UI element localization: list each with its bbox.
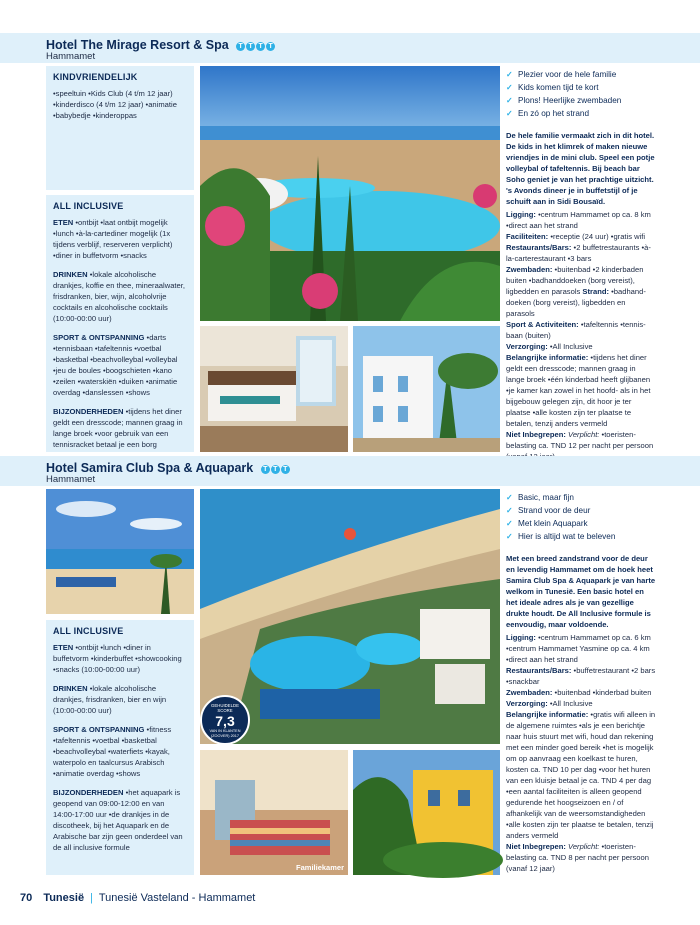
ai-section-eten: ETEN •ontbijt •laat ontbijt mogelijk •lunch •à-la-cartediner mogelijk (1x tijdens verblijf, reserveren verplicht) •diner in buffetvorm •snacks <box>53 218 173 260</box>
rating-t-icon: T <box>261 465 270 474</box>
checkmark-icon: ✓ <box>506 532 513 541</box>
rating-t-icon: T <box>281 465 290 474</box>
ai-section-drinken: DRINKEN •lokale alcoholische drankjes, koffie en thee, mineraalwater, frisdranken, bier, wijn, alcoholvrije cocktails en alcoholische cocktails (10:00-00:00 uur) <box>53 270 185 323</box>
hotel2-intro: Met een breed zandstrand voor de deur en levendig Hammamet om de hoek heet Samira Club Spa & Aquapark je van harte welkom in Tunesië. Een basic hotel en het ideale adres als je van gezellige drukte houdt. De All Inclusive formule is eenvoudig, maar voldoende. <box>506 554 656 629</box>
kids-box-text: •speeltuin •Kids Club (4 t/m 12 jaar) •kinderdisco (4 t/m 12 jaar) •animatie •babybedje •kinderoppas <box>53 89 177 120</box>
hotel2-description <box>506 491 656 876</box>
hotel1-name: Hotel The Mirage Resort & Spa T T T T <box>46 38 275 52</box>
hotel2-room-photo <box>200 750 348 875</box>
page-number: 70 <box>20 892 33 904</box>
fact-belangrijk: Belangrijke informatie: •tijdens het diner geldt een dresscode; mannen graag in lange broek •één kinderbad heeft glijbanen •je kamer kan zowel in het hoofd- als in het bijgebouw gelegen zijn, dit hoor je ter plaatse •alle kosten zijn ter plaatse te betalen, tenzij anders vermeld <box>506 353 651 428</box>
hotel1-pool-photo <box>200 66 500 321</box>
ai-section-bijzonderheden: BIJZONDERHEDEN •tijdens het diner geldt een dresscode; mannen graag in lange broek •voor gebruik van een tennisracket betaal je een borg <box>53 407 183 449</box>
rating-t-icon: T <box>256 42 265 51</box>
ai-section-drinken: DRINKEN •lokale alcoholische drankjes, frisdranken, bier en wijn (10:00-00:00 uur) <box>53 684 167 715</box>
fact-faciliteiten: Faciliteiten: •receptie (24 uur) •gratis wifi <box>506 232 646 241</box>
ai-section-eten: ETEN •ontbijt •lunch •diner in buffetvorm •kinderbuffet •showcooking •snacks (10:00-00:00 uur) <box>53 643 182 674</box>
hotel1-rating-icons <box>236 42 275 51</box>
footer-separator: | <box>90 892 93 904</box>
checklist-item: ✓ Strand voor de deur <box>506 506 591 515</box>
fact-ligging: Ligging: •centrum Hammamet op ca. 8 km •direct aan het strand <box>506 210 651 230</box>
checklist-item: ✓ Plons! Heerlijke zwembaden <box>506 96 622 105</box>
hotel1-all-inclusive-box <box>46 195 194 452</box>
fact-restaurants: Restaurants/Bars: •buffetrestaurant •2 bars •snackbar <box>506 666 656 686</box>
hotel2-checklist <box>506 491 656 543</box>
checkmark-icon: ✓ <box>506 109 513 118</box>
kids-box-title: KINDVRIENDELIJK <box>53 72 138 82</box>
footer-region: Tunesië Vasteland - Hammamet <box>98 892 256 904</box>
fact-ligging: Ligging: •centrum Hammamet op ca. 6 km •centrum Hammamet Yasmine op ca. 4 km •direct aan het strand <box>506 633 651 664</box>
rating-t-icon: T <box>266 42 275 51</box>
checklist-item: ✓ Basic, maar fijn <box>506 493 574 502</box>
hotel1-intro: De hele familie vermaakt zich in dit hotel. De kids in het klimrek of maken nieuwe vriendjes in de mini club. Speel een potje volleybal of tafeltennis. Bij beach bar Soho geniet je van het prachtige uitzicht. 's Avonds dineer je in buffetstijl of je schuift aan in Sidi Bousaïd. <box>506 131 655 206</box>
ai-section-bijzonderheden: BIJZONDERHEDEN •het aquapark is geopend van 09:00-12:00 en van 14:00-17:00 uur •de drankjes in de discotheek, bij het Aquapark en de Arabische bar zijn geen onderdeel van de all inclusive formule <box>53 788 183 852</box>
hotel1-city: Hammamet <box>46 51 96 62</box>
fact-verzorging: Verzorging: •All Inclusive <box>506 699 593 708</box>
hotel2-all-inclusive-box <box>46 620 194 875</box>
rating-t-icon: T <box>271 465 280 474</box>
hotel2-rating-icons <box>261 465 290 474</box>
checkmark-icon: ✓ <box>506 96 513 105</box>
hotel2-name: Hotel Samira Club Spa & Aquapark T T T <box>46 461 290 475</box>
hotel2-beach-photo <box>46 489 194 614</box>
fact-niet-inbegrepen: Niet Inbegrepen: Verplicht: •toeristenbelasting ca. TND 8 per nacht per persoon (vanaf 12 jaar) <box>506 842 649 873</box>
score-badge-value: 7,3 <box>215 713 235 729</box>
ai-section-sport: SPORT & ONTSPANNING •darts •tennisbaan •tafeltennis •voetbal •basketbal •beachvolleybal •volleybal •jeu de boules •boogschieten •kano •zeilen •waterskiën •duiken •animatie overdag •danslessen •shows <box>53 333 178 397</box>
hotel1-kids-box <box>46 66 194 190</box>
checklist-item: ✓ Hier is altijd wat te beleven <box>506 532 616 541</box>
checklist-item: ✓ Met klein Aquapark <box>506 519 588 528</box>
score-badge-title: GEHUIDELDE SCORE <box>211 703 239 713</box>
checkmark-icon: ✓ <box>506 506 513 515</box>
footer-country: Tunesië <box>43 892 85 904</box>
ai-section-sport: SPORT & ONTSPANNING •fitness •tafeltennis •voetbal •basketbal •beachvolleybal •waterfiets •kayak, waterpolo en taalcursus Arabisch •animatie overdag •shows <box>53 725 172 778</box>
hotel1-description <box>506 68 656 452</box>
fact-sport: Sport & Activiteiten: •tafeltennis •tennisbaan (buiten) <box>506 320 646 340</box>
hotel2-score-badge <box>200 695 250 745</box>
fact-zwembaden: Zwembaden: •buitenbad •kinderbad buiten <box>506 688 652 697</box>
rating-t-icon: T <box>246 42 255 51</box>
hotel2-garden-photo <box>353 750 500 875</box>
checklist-item: ✓ En zó op het strand <box>506 109 590 118</box>
hotel1-checklist <box>506 68 656 120</box>
page-footer <box>20 892 255 904</box>
checklist-item: ✓ Plezier voor de hele familie <box>506 70 617 79</box>
fact-belangrijk: Belangrijke informatie: •gratis wifi alleen in de algemene ruimtes •als je een berichtje naar huis stuurt met wifi, houd dan rekening met een minder goed bereik •het is mogelijk om op aanvraag een koelkast te huren, kosten ca. TND 10 per dag •voor het huren van een kluisje betaal je ca. TND 4 per dag •een aantal faciliteiten is alleen geopend gedurende het hoogseizoen en / of afhankelijk van de weersomstandigheden •alle kosten zijn ter plaatse te betalen, tenzij anders vermeld <box>506 710 656 840</box>
hotel2-header <box>0 456 700 486</box>
fact-zwembaden: Zwembaden: •buitenbad •2 kinderbaden buiten •badhanddoeken (borg vereist), ligbedden en parasols Strand: •badhanddoeken (borg vereist), ligbedden en parasols <box>506 265 646 318</box>
checkmark-icon: ✓ <box>506 83 513 92</box>
all-inclusive-title: ALL INCLUSIVE <box>53 201 124 211</box>
hotel1-header <box>0 33 700 63</box>
hotel1-building-photo <box>353 326 500 452</box>
fact-verzorging: Verzorging: •All Inclusive <box>506 342 593 351</box>
checklist-item: ✓ Kids komen tijd te kort <box>506 83 599 92</box>
room-photo-caption: Familiekamer <box>296 863 344 872</box>
checkmark-icon: ✓ <box>506 70 513 79</box>
hotel1-room-photo <box>200 326 348 452</box>
fact-restaurants: Restaurants/Bars: •2 buffetrestaurants •à-la-carterestaurant •3 bars <box>506 243 651 263</box>
all-inclusive-title: ALL INCLUSIVE <box>53 626 124 636</box>
checkmark-icon: ✓ <box>506 519 513 528</box>
hotel2-city: Hammamet <box>46 474 96 485</box>
checkmark-icon: ✓ <box>506 493 513 502</box>
rating-t-icon: T <box>236 42 245 51</box>
fact-niet-inbegrepen: Niet Inbegrepen: Verplicht: •toeristenbelasting ca. TND 12 per nacht per persoon <box>506 430 654 450</box>
score-badge-sub: VAN IN KLANTEN (ZOOVER) 2017 <box>209 729 241 738</box>
